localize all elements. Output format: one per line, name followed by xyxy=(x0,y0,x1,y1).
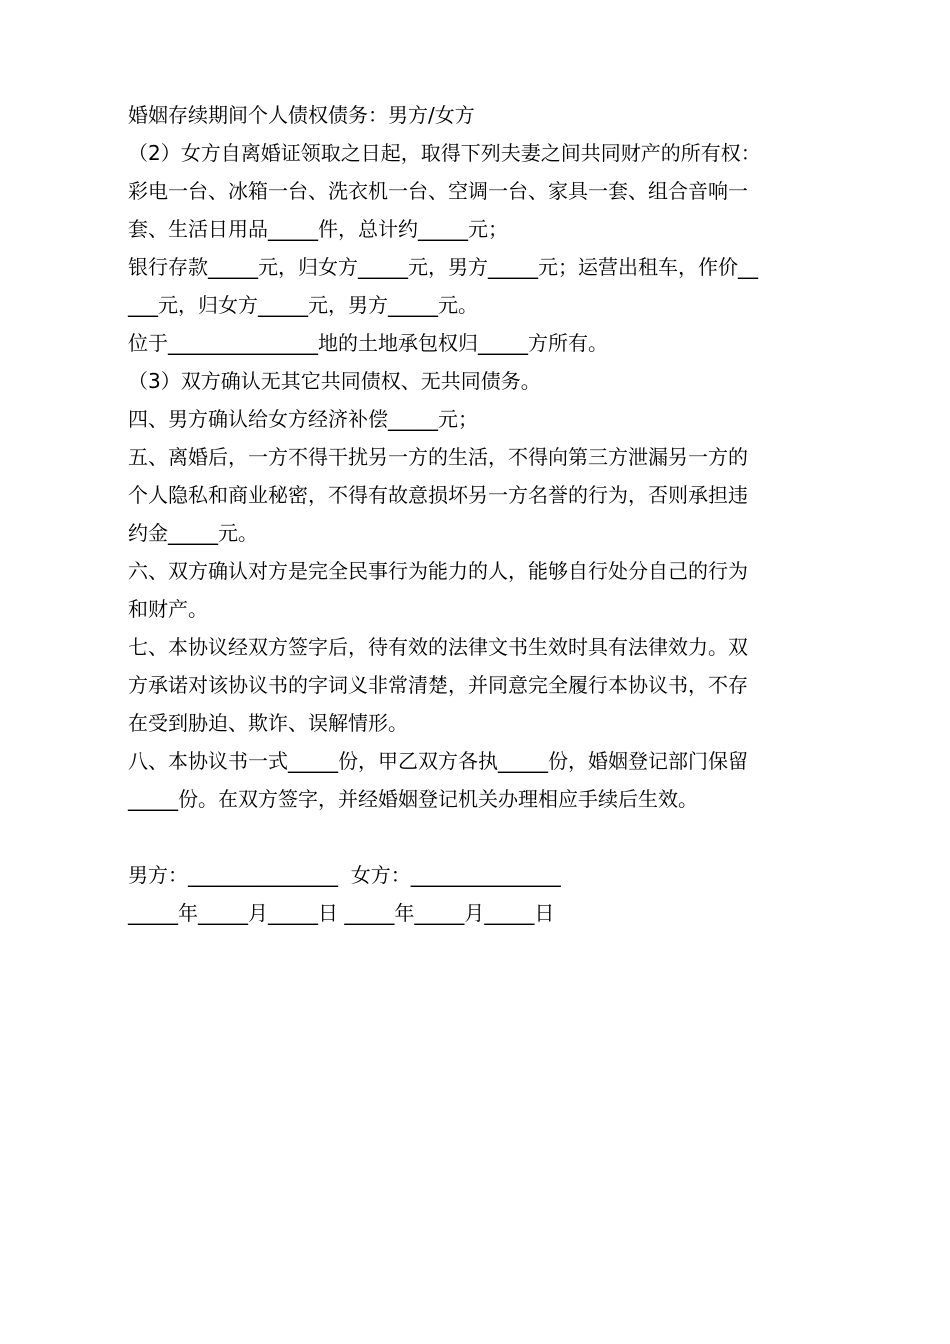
text-line: ___元，归女方_____元，男方_____元。 xyxy=(128,293,478,317)
text-line: 和财产。 xyxy=(128,597,208,621)
text-line: 位于_______________地的土地承包权归_____方所有。 xyxy=(128,331,608,355)
text-line: 五、离婚后，一方不得干扰另一方的生活，不得向第三方泄漏另一方的 xyxy=(128,445,748,469)
text-line: 在受到胁迫、欺诈、误解情形。 xyxy=(128,711,408,735)
text-line: 七、本协议经双方签字后，待有效的法律文书生效时具有法律效力。双 xyxy=(128,635,748,659)
text-line: 约金_____元。 xyxy=(128,521,258,545)
text-line: 套、生活日用品_____件，总计约_____元； xyxy=(128,217,508,241)
text-line: 婚姻存续期间个人债权债务：男方/女方 xyxy=(128,103,475,127)
agreement-body xyxy=(128,96,828,932)
text-line: 四、男方确认给女方经济补偿_____元； xyxy=(128,407,478,431)
text-line: 彩电一台、冰箱一台、洗衣机一台、空调一台、家具一套、组合音响一 xyxy=(128,179,748,203)
text-line: 方承诺对该协议书的字词义非常清楚，并同意完全履行本协议书，不存 xyxy=(128,673,748,697)
text-line: 六、双方确认对方是完全民事行为能力的人，能够自行处分自己的行为 xyxy=(128,559,748,583)
text-line: （2）女方自离婚证领取之日起，取得下列夫妻之间共同财产的所有权： xyxy=(128,141,761,165)
text-line: 银行存款_____元，归女方_____元，男方_____元；运营出租车，作价__ xyxy=(128,255,758,279)
text-line: （3）双方确认无其它共同债权、无共同债务。 xyxy=(128,369,541,393)
text-line: 个人隐私和商业秘密，不得有故意损坏另一方名誉的行为，否则承担违 xyxy=(128,483,748,507)
signature-date-line: _____年_____月_____日 _____年_____月_____日 xyxy=(128,901,555,925)
signature-line: 男方：_______________ 女方：_______________ xyxy=(128,863,561,887)
text-line: _____份。在双方签字，并经婚姻登记机关办理相应手续后生效。 xyxy=(128,787,698,811)
text-line: 八、本协议书一式_____份，甲乙双方各执_____份，婚姻登记部门保留 xyxy=(128,749,748,773)
spacer xyxy=(128,818,828,856)
